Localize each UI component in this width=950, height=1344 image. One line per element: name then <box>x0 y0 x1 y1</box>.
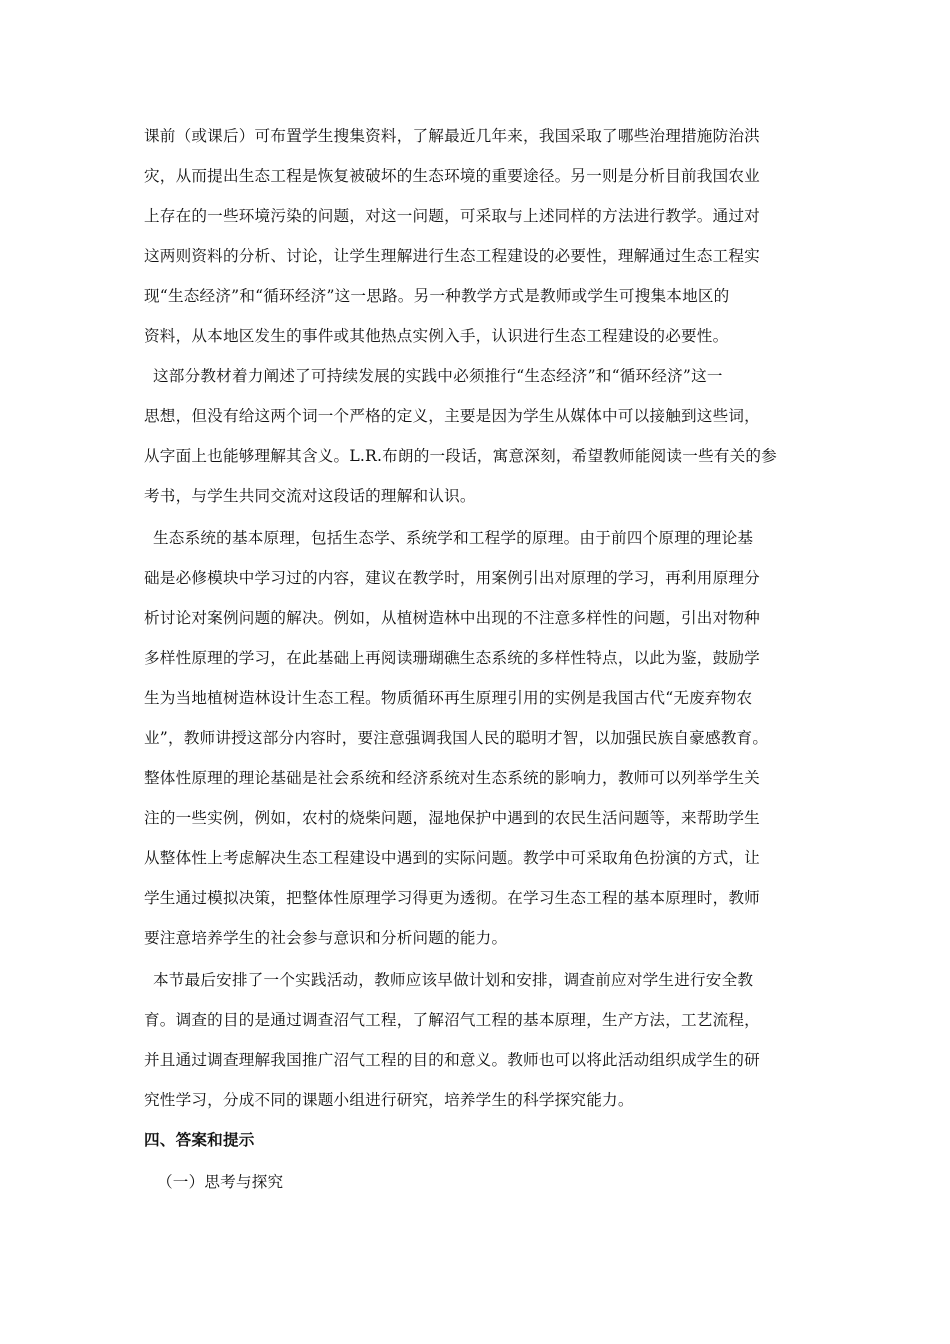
paragraph-line: 这两则资料的分析、讨论，让学生理解进行生态工程建设的必要性，理解通过生态工程实 <box>144 247 760 265</box>
paragraph-line: 育。调查的目的是通过调查沼气工程，了解沼气工程的基本原理，生产方法，工艺流程， <box>144 1011 760 1029</box>
paragraph-line: 整体性原理的理论基础是社会系统和经济系统对生态系统的影响力，教师可以列举学生关 <box>144 769 760 787</box>
paragraph-line: 析讨论对案例问题的解决。例如，从植树造林中出现的不注意多样性的问题，引出对物种 <box>144 609 760 627</box>
paragraph-line: 资料，从本地区发生的事件或其他热点实例入手，认识进行生态工程建设的必要性。 <box>144 327 729 345</box>
paragraph-line: 并且通过调查理解我国推广沼气工程的目的和意义。教师也可以将此活动组织成学生的研 <box>144 1051 760 1069</box>
paragraph-line: 灾，从而提出生态工程是恢复被破坏的生态环境的重要途径。另一则是分析目前我国农业 <box>144 167 760 185</box>
paragraph-line: 生态系统的基本原理，包括生态学、系统学和工程学的原理。由于前四个原理的理论基 <box>153 529 754 547</box>
paragraph-line: 思想，但没有给这两个词一个严格的定义，主要是因为学生从媒体中可以接触到这些词， <box>144 407 760 425</box>
paragraph-line: 课前（或课后）可布置学生搜集资料，了解最近几年来，我国采取了哪些治理措施防治洪 <box>144 127 760 145</box>
paragraph-line: 注的一些实例，例如，农村的烧柴问题，湿地保护中遇到的农民生活问题等，来帮助学生 <box>144 809 760 827</box>
paragraph-line: 究性学习，分成不同的课题小组进行研究，培养学生的科学探究能力。 <box>144 1091 634 1109</box>
paragraph-line: 要注意培养学生的社会参与意识和分析问题的能力。 <box>144 929 508 947</box>
paragraph-line: 多样性原理的学习，在此基础上再阅读珊瑚礁生态系统的多样性特点，以此为鉴，鼓励学 <box>144 649 760 667</box>
paragraph-line: 本节最后安排了一个实践活动，教师应该早做计划和安排，调查前应对学生进行安全教 <box>153 971 754 989</box>
paragraph-line: 上存在的一些环境污染的问题，对这一问题，可采取与上述同样的方法进行教学。通过对 <box>144 207 760 225</box>
section-heading: 四、答案和提示 <box>144 1131 255 1149</box>
subsection-heading: （一）思考与探究 <box>157 1173 284 1191</box>
paragraph-line: 考书，与学生共同交流对这段话的理解和认识。 <box>144 487 476 505</box>
paragraph-line: 生为当地植树造林设计生态工程。物质循环再生原理引用的实例是我国古代“无废弃物农 <box>144 689 753 707</box>
paragraph-line: 础是必修模块中学习过的内容，建议在教学时，用案例引出对原理的学习，再利用原理分 <box>144 569 760 587</box>
paragraph-line: 现“生态经济”和“循环经济”这一思路。另一种教学方式是教师或学生可搜集本地区的 <box>144 287 730 305</box>
paragraph-line: 这部分教材着力阐述了可持续发展的实践中必须推行“生态经济”和“循环经济”这一 <box>153 367 723 385</box>
paragraph-line: 从整体性上考虑解决生态工程建设中遇到的实际问题。教学中可采取角色扮演的方式，让 <box>144 849 760 867</box>
paragraph-line: 业”，教师讲授这部分内容时，要注意强调我国人民的聪明才智，以加强民族自豪感教育。 <box>144 729 769 747</box>
paragraph-line: 学生通过模拟决策，把整体性原理学习得更为透彻。在学习生态工程的基本原理时，教师 <box>144 889 760 907</box>
paragraph-line: 从字面上也能够理解其含义。L.R.布朗的一段话，寓意深刻，希望教师能阅读一些有关的参 <box>144 447 777 465</box>
